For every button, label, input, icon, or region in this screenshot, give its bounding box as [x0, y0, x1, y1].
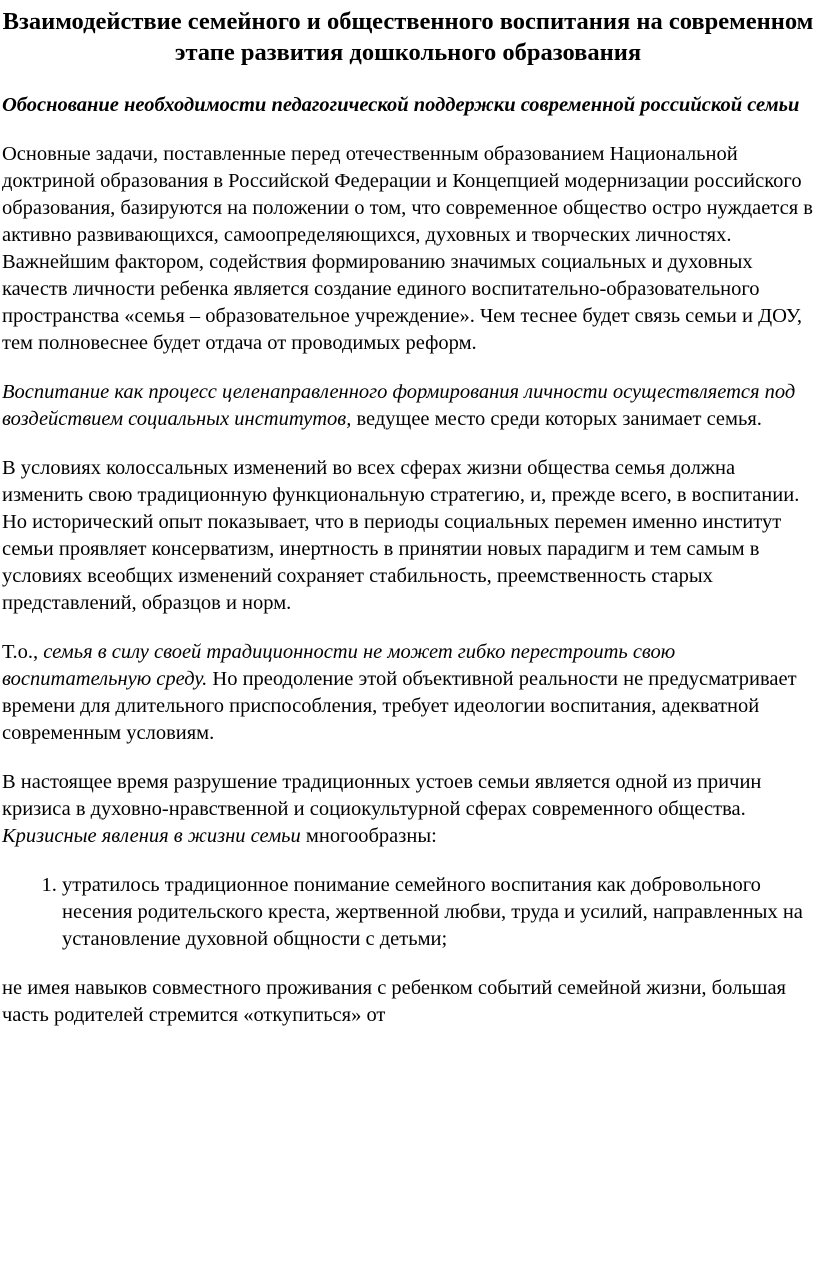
paragraph-4 — [2, 639, 814, 747]
section-subtitle: Обоснование необходимости педагогической поддержки современной российской семьи — [2, 94, 800, 116]
paragraph-4-text: Но преодоление этой объективной реальности не предусматривает времени для длительного приспособления, требует идеологии воспитания, адекватной современным условиям. — [2, 668, 797, 744]
paragraph-4-lead: Т.о., — [2, 641, 44, 663]
paragraph-2-italic: Воспитание как процесс целенаправленного формирования личности осуществляется под воздействием социальных институтов, — [2, 381, 796, 430]
paragraph-5-text: многообразны: — [300, 825, 437, 847]
document-title: Взаимодействие семейного и общественного воспитания на современном этапе развития дошкольного образования — [2, 8, 814, 66]
crisis-list — [2, 872, 814, 953]
list-item: 1. утратилось традиционное понимание семейного воспитания как добровольного несения родительского креста, жертвенной любви, труда и усилий, направленных на установление духовной общности с детьми; — [62, 872, 814, 953]
paragraph-5-lead: В настоящее время разрушение традиционных устоев семьи является одной из причин кризиса в духовно-нравственной и социокультурной сферах современного общества. — [2, 771, 762, 820]
paragraph-5-italic: Кризисные явления в жизни семьи — [2, 825, 301, 847]
paragraph-4-italic: семья в силу своей традиционности не может гибко перестроить свою воспитательную среду. — [2, 641, 676, 690]
paragraph-2 — [2, 379, 814, 433]
paragraph-3: В условиях колоссальных изменений во всех сферах жизни общества семья должна изменить свою традиционную функциональную стратегию, и, прежде всего, в воспитании. Но исторический опыт показывает, что в периоды социальных перемен именно институт семьи проявляет консерватизм, инертность в принятии новых парадигм и тем самым в условиях всеобщих изменений сохраняет стабильность, преемственность старых представлений, образцов и норм. — [2, 457, 800, 614]
paragraph-6: не имея навыков совместного проживания с ребенком событий семейной жизни, большая часть родителей стремится «откупиться» от — [2, 977, 786, 1026]
paragraph-5 — [2, 769, 814, 850]
paragraph-2-text: ведущее место среди которых занимает семья. — [351, 408, 762, 430]
paragraph-1: Основные задачи, поставленные перед отечественным образованием Национальной доктриной образования в Российской Федерации и Концепцией модернизации российского образования, базируются на положении о том, что современное общество остро нуждается в активно развивающихся, самоопределяющихся, духовных и творческих личностях. Важнейшим фактором, содействия формированию значимых социальных и духовных качеств личности ребенка является создание единого воспитательно-образовательного пространства «семья – образовательное учреждение». Чем теснее будет связь семьи и ДОУ, тем полновеснее будет отдача от проводимых реформ. — [2, 143, 813, 354]
